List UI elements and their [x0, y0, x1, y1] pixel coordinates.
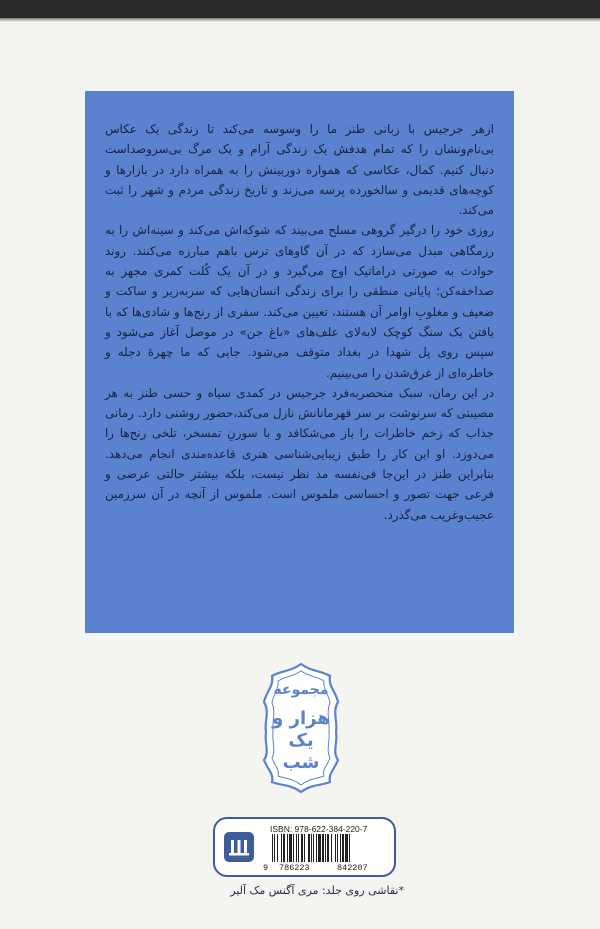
blurb-paragraph-1: ازهر جرجیس با زبانی طنز ما را وسوسه می‌کند تا زندگی یک عکاس بی‌نام‌ونشان را که تمام هدفش یک زندگی آرام و یک مرگ بی‌سروصداست دنبال کنیم. کمال، عکاسی که همواره دوربینش را به همراه دارد در بازارها و کوچه‌های قدیمی و سالخورده پرسه می‌زند و تاریخ زندگی مردم و شهر را ثبت می‌کند. [105, 122, 494, 218]
barcode-digit-group-2: 842207 [337, 863, 368, 873]
barcode-card [213, 817, 396, 877]
barcode-digit-lead: 9 [263, 863, 269, 873]
top-edge-fade [0, 18, 600, 22]
blurb-paragraph-3: در این رمان، سبک منحصربه‌فرد جرجیس در کمدی سیاه و حسی طنز به هر مصیبتی که سرنوشت بر سر قهرمانانش نازل می‌کند،حضور روشنی دارد. رمانی جذاب که زخم خاطرات را باز می‌شکافد و با سوزنِ تمسخر، تلخی رنج‌ها را می‌دوزد. او این کار را طبق زیبایی‌شناسی هنری قاعده‌مندی انجام می‌دهد. بنابراین طنز در این‌جا فی‌نفسه مد نظر نیست، بلکه بیشتر حالتی عرضی و فرعی جهت تصور و احساسی ملموس است. ملموس از آنچه در آن سرزمین عجیب‌وغریب می‌گذرد. [105, 385, 494, 522]
series-emblem [262, 662, 340, 794]
blurb-panel [85, 91, 514, 633]
top-edge-shadow [0, 0, 600, 18]
barcode-icon [271, 834, 386, 862]
isbn-label: ISBN: 978-622-384-220-7 [270, 824, 368, 834]
barcode-digit-group-1: 786223 [279, 863, 310, 873]
cover-credit: *نقاشی روی جلد: مری آگنس مک آلیر [230, 884, 404, 897]
series-name: هزار و یک شب [272, 708, 330, 773]
blurb-paragraph-2: روزی خود را درگیر گروهی مسلح می‌بیند که شوکه‌اش می‌کند و سینه‌اش را به رزمگاهی مبدل می‌سازد که در آن گاوهای ترس باهم مبارزه می‌کنند. روند حوادث به صورتی دراماتیک اوج می‌گیرد و در آن یک کُلت کمری مجهز به صداخفه‌کن؛ پایانی منطقی را برای زندگی انسان‌هایی که سربه‌زیر و ساکت و ضعیف و مغلوبِ اوامر آن هستند، تعیین می‌کند. سفری از رنج‌ها و شادی‌ها که با یافتن یک سنگ کوچک لابه‌لای علف‌های «باغ جن» در موصل آغاز می‌شود و سپس روی پل شهدا در بغداد متوقف می‌شود. جایی که ما چهرهٔ دجله و خاطره‌ای از غرق‌شدن را می‌بینیم. [105, 223, 494, 380]
barcode-digits [259, 863, 389, 875]
publisher-logo-icon [223, 831, 255, 863]
series-title: مجموعه [273, 682, 329, 698]
